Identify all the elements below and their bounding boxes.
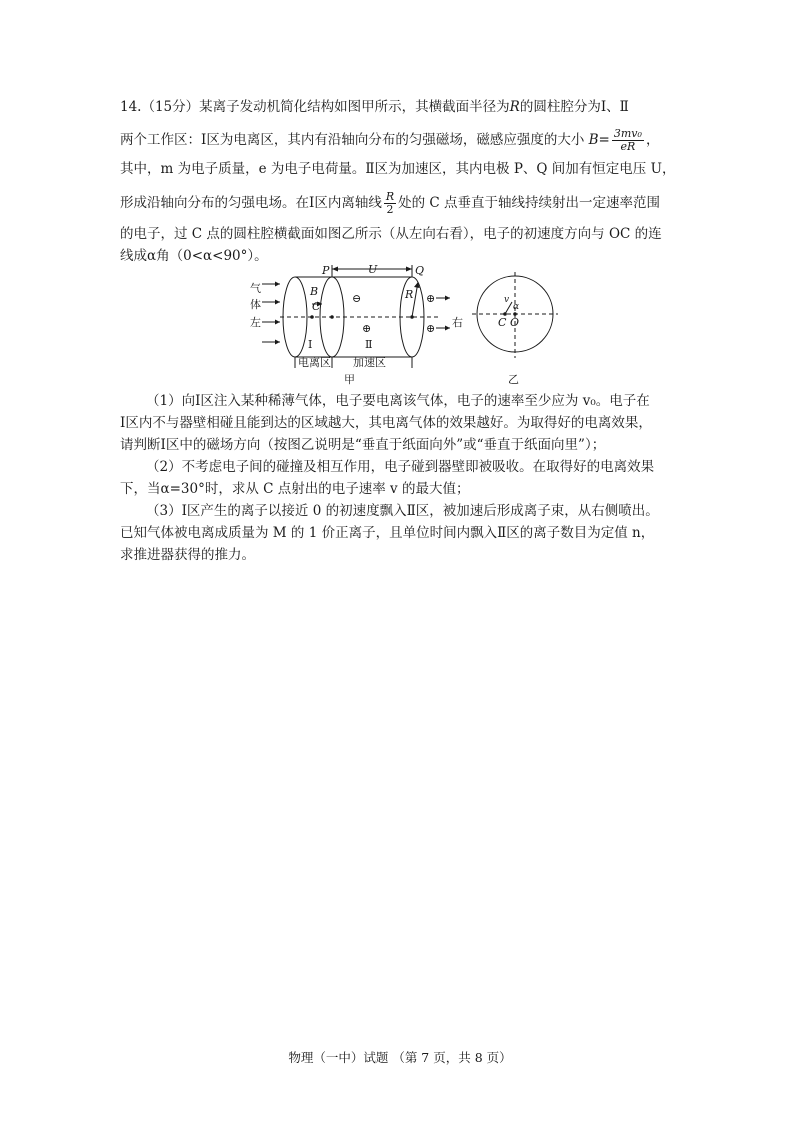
label-Q: Q	[415, 264, 425, 277]
problem-header-tail: 的圆柱腔分为Ⅰ、Ⅱ	[519, 99, 629, 115]
point-axis-Q	[410, 315, 414, 319]
cross-label-alpha: α	[513, 302, 520, 312]
gas-arrowhead-3	[275, 320, 280, 325]
half-r-fraction	[384, 191, 396, 216]
b-equation-label: B=	[588, 132, 610, 148]
ion-symbol-1: ⊕	[362, 322, 372, 335]
label-acceleration-zone: 加速区	[353, 356, 386, 369]
problem-line-1	[120, 98, 629, 116]
electron-symbol: ⊖	[352, 292, 362, 305]
cross-label-C: C	[498, 316, 507, 329]
caption-jia: 甲	[344, 373, 355, 386]
question-1-line-3: 请判断Ⅰ区中的磁场方向（按图乙说明是“垂直于纸面向外”或“垂直于纸面向里”）；	[120, 437, 606, 453]
b-fraction-denominator: eR	[620, 140, 636, 153]
problem-line-4a: 形成沿轴向分布的匀强电场。在Ⅰ区内离轴线	[120, 195, 382, 211]
question-1-line-2: Ⅰ区内不与器壁相碰且能到达的区域越大，其电离气体的效果越好。为取得好的电离效果，	[120, 415, 652, 431]
gas-arrowhead-2	[275, 300, 280, 305]
question-3-line-1: （3）Ⅰ区产生的离子以接近 0 的初速度飘入Ⅱ区，被加速后形成离子束，从右侧喷出。	[146, 503, 659, 519]
ion-symbol-3: ⊕	[426, 322, 436, 335]
problem-line-4b: 处的 C 点垂直于轴线持续射出一定速率范围	[398, 195, 661, 211]
problem-line-2	[120, 128, 659, 153]
voltage-arrowhead-left	[332, 267, 338, 272]
point-axis-P	[330, 315, 334, 319]
radius-symbol: R	[509, 99, 520, 115]
problem-header: 14.（15分）某离子发动机简化结构如图甲所示，其横截面半径为	[120, 99, 510, 115]
cross-label-v: v	[504, 295, 510, 305]
problem-line-4	[120, 191, 660, 216]
question-3-line-3: 求推进器获得的推力。	[120, 547, 255, 563]
question-1-line-1: （1）向Ⅰ区注入某种稀薄气体，电子要电离该气体，电子的速率至少应为 v₀。电子在	[146, 393, 650, 409]
half-r-denominator: 2	[386, 203, 394, 216]
label-right: 右	[452, 316, 463, 329]
gas-arrowhead-4	[275, 340, 280, 345]
label-U: U	[368, 263, 378, 276]
b-fraction	[612, 128, 644, 153]
label-zone-II: Ⅱ	[365, 338, 373, 351]
point-C	[310, 315, 314, 319]
figure-diagram	[240, 262, 570, 387]
page-footer: 物理（一中）试题 （第 7 页，共 8 页）	[288, 1050, 512, 1065]
problem-line-2-text: 两个工作区：Ⅰ区为电离区，其内有沿轴向分布的匀强磁场，磁感应强度的大小	[120, 132, 585, 148]
label-P: P	[322, 264, 330, 277]
problem-line-3: 其中，m 为电子质量，e 为电子电荷量。Ⅱ区为加速区，其内电极 P、Q 间加有恒定电压 U，	[120, 161, 676, 177]
label-B: B	[310, 285, 319, 298]
problem-line-2-end: ，	[645, 132, 660, 148]
label-C: C	[312, 300, 321, 313]
exit-arrowhead-1	[445, 296, 450, 301]
label-left: 左	[250, 316, 261, 329]
question-2-line-1: （2）不考虑电子间的碰撞及相互作用，电子碰到器壁即被吸收。在取得好的电离效果	[146, 459, 655, 475]
gas-arrowhead-1	[275, 282, 280, 287]
half-r-numerator: R	[385, 190, 395, 203]
voltage-arrowhead-right	[406, 267, 412, 272]
label-ionization-zone: 电离区	[298, 356, 331, 369]
problem-line-5: 的电子，过 C 点的圆柱腔横截面如图乙所示（从左向右看），电子的初速度方向与 OC 的连	[120, 226, 662, 242]
ion-symbol-2: ⊕	[426, 292, 436, 305]
exit-arrowhead-2	[445, 326, 450, 331]
question-2-line-2: 下，当α=30°时，求从 C 点射出的电子速率 v 的最大值；	[120, 481, 470, 497]
label-R: R	[405, 288, 414, 301]
label-zone-I: Ⅰ	[308, 338, 313, 351]
label-gas-1: 气	[250, 282, 261, 295]
b-fraction-numerator: 3mv₀	[613, 127, 642, 140]
caption-yi: 乙	[508, 373, 519, 386]
problem-line-6: 线成α角（0<α<90°）。	[120, 248, 268, 264]
cross-label-O: O	[510, 316, 520, 329]
label-gas-2: 体	[250, 298, 261, 311]
question-3-line-2: 已知气体被电离成质量为 M 的 1 价正离子，且单位时间内飘入Ⅱ区的离子数目为定值 n，	[120, 525, 655, 541]
